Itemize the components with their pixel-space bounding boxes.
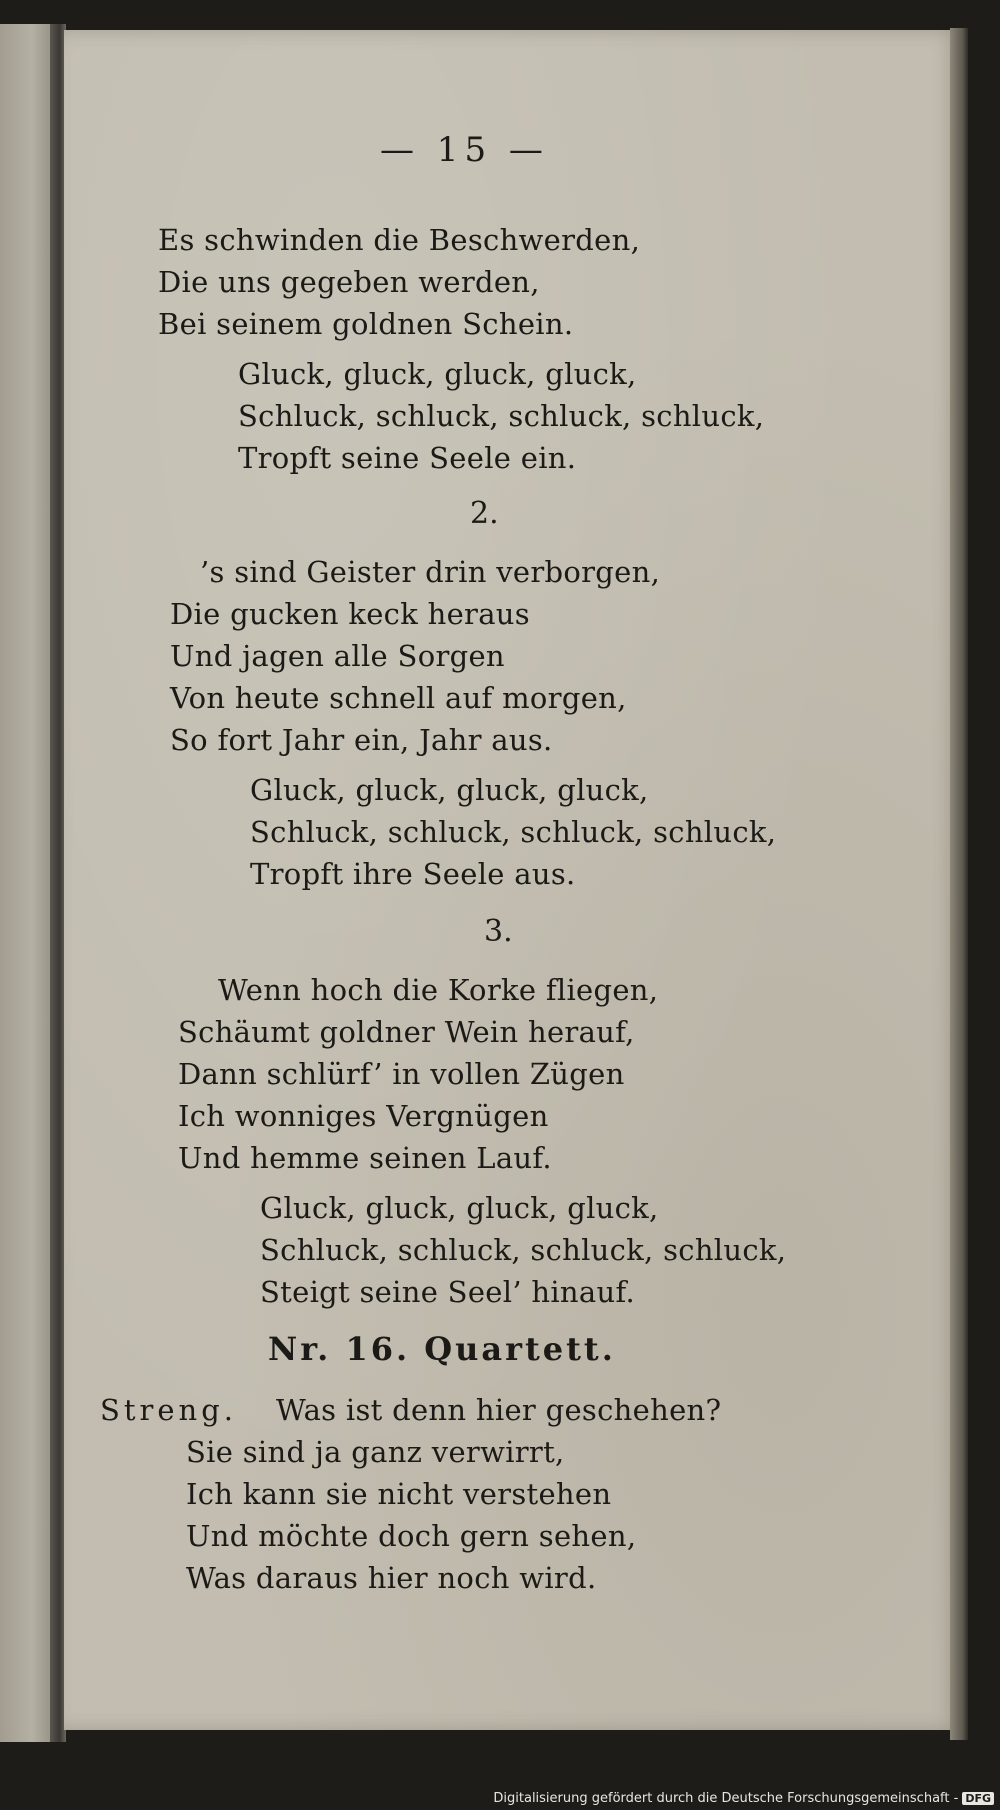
dialogue-line: Und möchte doch gern sehen,	[186, 1519, 637, 1553]
stanza-number: 3.	[484, 914, 513, 949]
refrain-line: Gluck, gluck, gluck, gluck,	[250, 773, 649, 807]
verse-line: Wenn hoch die Korke fliegen,	[218, 973, 659, 1007]
digitization-credit	[493, 1791, 994, 1806]
stanza-number: 2.	[470, 496, 499, 531]
verse-line: Schäumt goldner Wein herauf,	[178, 1015, 635, 1049]
verse-line: Von heute schnell auf morgen,	[170, 681, 627, 715]
verse-line: Dann schlürf’ in vollen Zügen	[178, 1057, 625, 1091]
verse-line: Bei seinem goldnen Schein.	[158, 307, 574, 341]
refrain-line: Tropft seine Seele ein.	[238, 441, 577, 475]
credit-text: Digitalisierung gefördert durch die Deutsche Forschungsgemeinschaft -	[493, 1791, 959, 1806]
verse-line: Die gucken keck heraus	[170, 597, 530, 631]
verse-line: ’s sind Geister drin verborgen,	[200, 555, 661, 589]
refrain-line: Steigt seine Seel’ hinauf.	[260, 1275, 635, 1309]
refrain-line: Gluck, gluck, gluck, gluck,	[260, 1191, 659, 1225]
dfg-logo-icon: DFG	[962, 1792, 994, 1805]
dialogue-line: Was ist denn hier geschehen?	[276, 1393, 722, 1427]
refrain-line: Schluck, schluck, schluck, schluck,	[260, 1233, 787, 1267]
verse-line: So fort Jahr ein, Jahr aus.	[170, 723, 553, 757]
dialogue-line: Was daraus hier noch wird.	[186, 1561, 597, 1595]
dialogue-line: Sie sind ja ganz verwirrt,	[186, 1435, 565, 1469]
verse-line: Es schwinden die Beschwerden,	[158, 223, 641, 257]
refrain-line: Tropft ihre Seele aus.	[250, 857, 576, 891]
page-right-edge	[950, 28, 968, 1740]
verse-line: Und hemme seinen Lauf.	[178, 1141, 552, 1175]
verse-line: Und jagen alle Sorgen	[170, 639, 505, 673]
section-heading: Nr. 16. Quartett.	[268, 1330, 616, 1368]
refrain-line: Schluck, schluck, schluck, schluck,	[238, 399, 765, 433]
refrain-line: Gluck, gluck, gluck, gluck,	[238, 357, 637, 391]
speaker-name: Streng.	[100, 1393, 238, 1427]
verse-line: Die uns gegeben werden,	[158, 265, 540, 299]
refrain-line: Schluck, schluck, schluck, schluck,	[250, 815, 777, 849]
dialogue-line: Ich kann sie nicht verstehen	[186, 1477, 612, 1511]
page-number: — 15 —	[380, 130, 549, 170]
verse-line: Ich wonniges Vergnügen	[178, 1099, 549, 1133]
